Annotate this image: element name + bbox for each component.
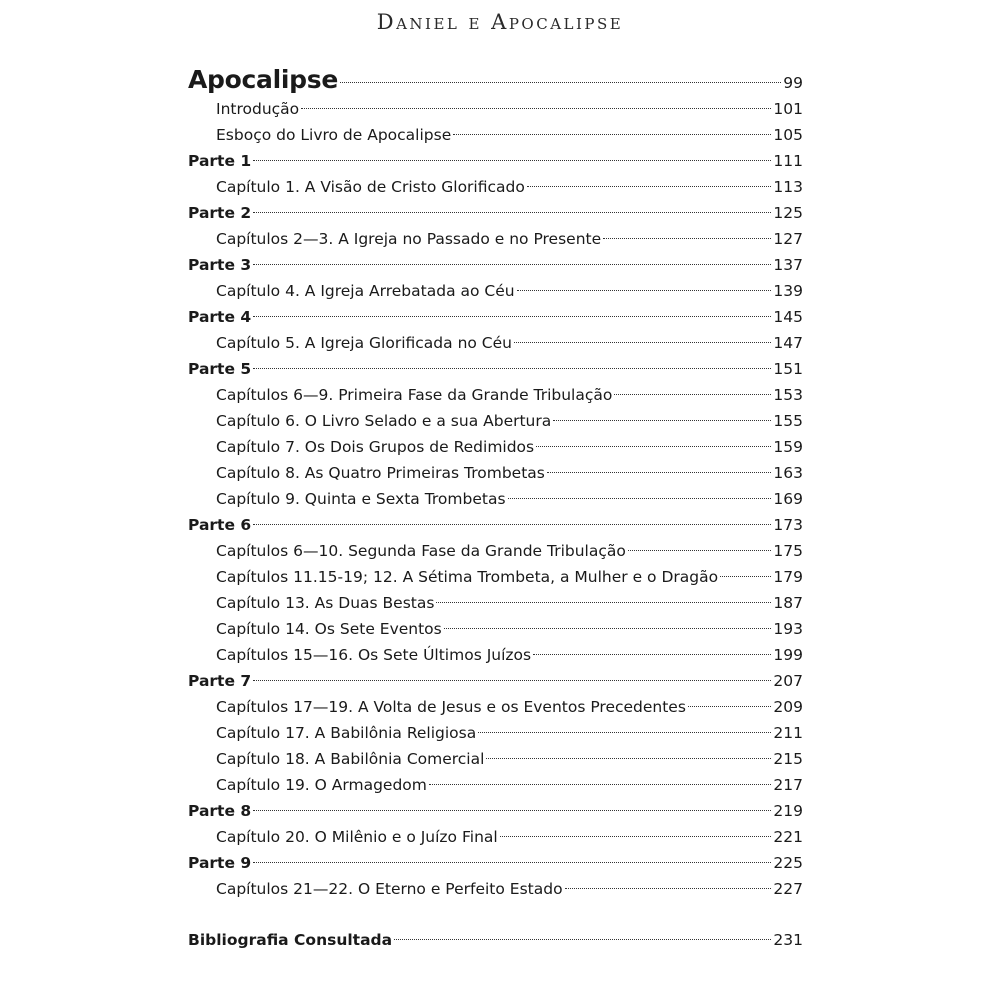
toc-chapter-entry[interactable] [188,564,803,590]
page-number: 207 [773,672,803,690]
page-number: 225 [773,854,803,872]
page-number: 211 [773,724,803,742]
chapter-label: Capítulos 6—10. Segunda Fase da Grande Tribulação [216,542,626,560]
toc-chapter-entry[interactable] [188,434,803,460]
part-label: Parte 8 [188,802,252,820]
toc-part-entry[interactable] [188,200,803,226]
dot-leader [253,212,771,213]
dot-leader [553,420,771,421]
page-number: 155 [773,412,803,430]
toc-part-entry[interactable] [188,356,803,382]
chapter-label: Capítulo 20. O Milênio e o Juízo Final [216,828,498,846]
dot-leader [536,446,771,447]
page-number: 175 [773,542,803,560]
part-label: Parte 1 [188,152,252,170]
page-number: 127 [773,230,803,248]
dot-leader [500,836,772,837]
toc-chapter-entry[interactable] [188,96,803,122]
dot-leader [547,472,772,473]
toc-title: Apocalipse [188,65,338,94]
chapter-label: Capítulo 4. A Igreja Arrebatada ao Céu [216,282,515,300]
page-number: 151 [773,360,803,378]
dot-leader [614,394,771,395]
toc-part-entry[interactable] [188,668,803,694]
toc-bibliography-entry[interactable] [188,927,803,953]
page-number: 173 [773,516,803,534]
toc-chapter-entry[interactable] [188,382,803,408]
toc-part-entry[interactable] [188,252,803,278]
toc-chapter-entry[interactable] [188,824,803,850]
page-number: 209 [773,698,803,716]
dot-leader [253,680,771,681]
dot-leader [517,290,772,291]
dot-leader [340,82,781,83]
page-number: 105 [773,126,803,144]
dot-leader [603,238,771,239]
table-of-contents [188,64,803,953]
dot-leader [253,368,771,369]
toc-chapter-entry[interactable] [188,616,803,642]
dot-leader [453,134,771,135]
dot-leader [478,732,771,733]
toc-chapter-entry[interactable] [188,642,803,668]
chapter-label: Capítulos 15—16. Os Sete Últimos Juízos [216,646,532,664]
dot-leader [486,758,771,759]
toc-chapter-entry[interactable] [188,122,803,148]
page-number: 147 [773,334,803,352]
toc-chapter-entry[interactable] [188,772,803,798]
toc-chapter-entry[interactable] [188,278,803,304]
toc-chapter-entry[interactable] [188,694,803,720]
chapter-label: Introdução [216,100,300,118]
chapter-label: Capítulo 7. Os Dois Grupos de Redimidos [216,438,535,456]
dot-leader [253,810,771,811]
page-number: 169 [773,490,803,508]
dot-leader [514,342,771,343]
chapter-label: Capítulo 8. As Quatro Primeiras Trombetas [216,464,545,482]
page-number: 163 [773,464,803,482]
toc-part-entry[interactable] [188,512,803,538]
toc-chapter-entry[interactable] [188,876,803,902]
page-number: 215 [773,750,803,768]
page-number: 219 [773,802,803,820]
dot-leader [253,316,771,317]
dot-leader [508,498,772,499]
toc-chapter-entry[interactable] [188,174,803,200]
chapter-label: Capítulos 2—3. A Igreja no Passado e no Presente [216,230,602,248]
toc-chapter-entry[interactable] [188,590,803,616]
bibliography-label: Bibliografia Consultada [188,931,393,949]
part-label: Parte 3 [188,256,252,274]
toc-part-entry[interactable] [188,148,803,174]
toc-part-entry[interactable] [188,850,803,876]
part-label: Parte 5 [188,360,252,378]
toc-chapter-entry[interactable] [188,720,803,746]
page-number: 111 [773,152,803,170]
page-number: 231 [773,931,803,949]
page-number: 125 [773,204,803,222]
dot-leader [444,628,772,629]
chapter-label: Capítulo 18. A Babilônia Comercial [216,750,485,768]
part-label: Parte 6 [188,516,252,534]
page-number: 217 [773,776,803,794]
toc-part-entry[interactable] [188,798,803,824]
page-number: 113 [773,178,803,196]
chapter-label: Capítulos 6—9. Primeira Fase da Grande Tribulação [216,386,613,404]
dot-leader [533,654,771,655]
page-number: 159 [773,438,803,456]
part-label: Parte 7 [188,672,252,690]
dot-leader [253,524,771,525]
chapter-label: Capítulo 19. O Armagedom [216,776,427,794]
page-number: 153 [773,386,803,404]
dot-leader [436,602,771,603]
toc-chapter-entry[interactable] [188,460,803,486]
part-label: Parte 2 [188,204,252,222]
chapter-label: Capítulo 17. A Babilônia Religiosa [216,724,477,742]
part-label: Parte 9 [188,854,252,872]
toc-chapter-entry[interactable] [188,746,803,772]
toc-title-entry[interactable] [188,64,803,96]
page-number: 145 [773,308,803,326]
dot-leader [688,706,771,707]
toc-chapter-entry[interactable] [188,330,803,356]
chapter-label: Esboço do Livro de Apocalipse [216,126,452,144]
page-number: 193 [773,620,803,638]
dot-leader [720,576,771,577]
toc-chapter-entry[interactable] [188,226,803,252]
chapter-label: Capítulos 21—22. O Eterno e Perfeito Estado [216,880,563,898]
chapter-label: Capítulo 6. O Livro Selado e a sua Abertura [216,412,552,430]
page-number: 137 [773,256,803,274]
dot-leader [253,160,771,161]
chapter-label: Capítulos 11.15-19; 12. A Sétima Trombeta, a Mulher e o Dragão [216,568,719,586]
chapter-label: Capítulo 14. Os Sete Eventos [216,620,442,638]
chapter-label: Capítulo 5. A Igreja Glorificada no Céu [216,334,512,352]
toc-chapter-entry[interactable] [188,486,803,512]
dot-leader [628,550,772,551]
page-number: 227 [773,880,803,898]
toc-chapter-entry[interactable] [188,408,803,434]
page-number: 199 [773,646,803,664]
part-label: Parte 4 [188,308,252,326]
toc-chapter-entry[interactable] [188,538,803,564]
dot-leader [301,108,771,109]
page-number: 187 [773,594,803,612]
chapter-label: Capítulo 13. As Duas Bestas [216,594,435,612]
dot-leader [394,939,771,940]
page-number: 179 [773,568,803,586]
dot-leader [253,862,771,863]
page-number: 101 [773,100,803,118]
dot-leader [253,264,771,265]
chapter-label: Capítulo 9. Quinta e Sexta Trombetas [216,490,506,508]
page-number: 99 [783,74,803,92]
dot-leader [565,888,772,889]
page-number: 139 [773,282,803,300]
running-head: Daniel e Apocalipse [376,10,624,34]
dot-leader [527,186,772,187]
dot-leader [429,784,772,785]
chapter-label: Capítulo 1. A Visão de Cristo Glorificado [216,178,525,196]
toc-part-entry[interactable] [188,304,803,330]
page-number: 221 [773,828,803,846]
chapter-label: Capítulos 17—19. A Volta de Jesus e os Eventos Precedentes [216,698,686,716]
